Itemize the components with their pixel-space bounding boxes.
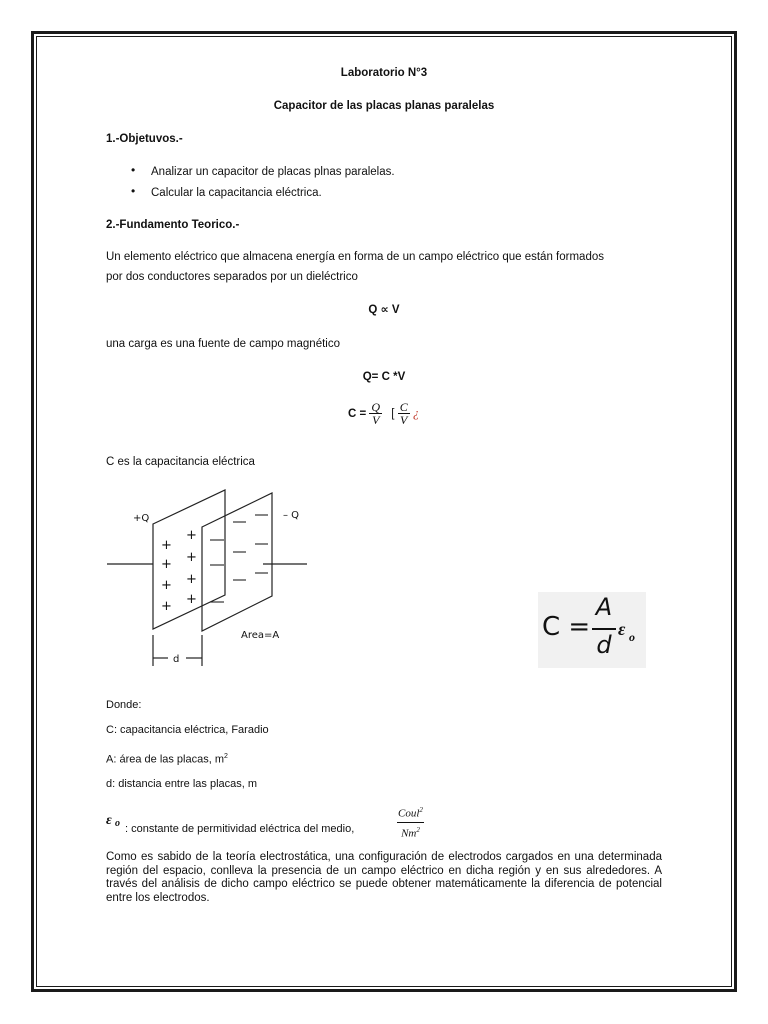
bullet-icon: • bbox=[131, 163, 136, 177]
objective-item: Analizar un capacitor de placas plnas paralelas. bbox=[151, 166, 395, 178]
plus-sign: + bbox=[161, 538, 172, 553]
plus-sign: + bbox=[161, 599, 172, 614]
fraction-numerator: C bbox=[399, 400, 408, 414]
charge-text: una carga es una fuente de campo magnético bbox=[106, 338, 340, 350]
minus-q-label: – Q bbox=[283, 510, 300, 521]
plus-sign: + bbox=[161, 578, 172, 593]
objective-item: Calcular la capacitancia eléctrica. bbox=[151, 187, 322, 199]
area-label: Area=A bbox=[241, 630, 280, 641]
definition-a-text: A: área de las placas, m bbox=[106, 753, 225, 766]
formula-fraction-bar bbox=[592, 628, 616, 630]
epsilon-subscript: o bbox=[115, 818, 120, 829]
plus-sign: + bbox=[186, 550, 197, 565]
formula-numerator: A bbox=[595, 593, 613, 621]
plus-sign: + bbox=[161, 557, 172, 572]
c-eq-prefix: C = bbox=[348, 408, 367, 421]
plus-sign: + bbox=[186, 572, 197, 587]
c-over-v-fraction bbox=[398, 401, 410, 427]
formula-lhs: C = bbox=[542, 612, 591, 642]
plus-q-label: +Q bbox=[133, 513, 150, 524]
definition-c: C: capacitancia eléctrica, Faradio bbox=[106, 724, 269, 736]
unit-numerator-text: Coul bbox=[398, 807, 420, 820]
donde-label: Donde: bbox=[106, 699, 142, 711]
plus-sign: + bbox=[186, 528, 197, 543]
unit-fraction bbox=[397, 803, 424, 841]
closing-paragraph: Como es sabido de la teoría electrostática, una configuración de electrodos cargados en una determinada región del espacio, conlleva la presencia de un campo eléctrico en dicha región y en sus alrededores. A través del análisis de dicho campo eléctrico se puede obtener matemáticamente la diferencia de potencial entre los electrodos. bbox=[106, 851, 662, 904]
fraction-denominator: V bbox=[372, 413, 380, 427]
formula-epsilon: ε bbox=[618, 619, 626, 639]
bullet-icon: • bbox=[131, 184, 136, 198]
section1-heading: 1.-Objetuvos.- bbox=[106, 133, 183, 145]
unit-denominator-text: Nm bbox=[401, 827, 417, 840]
formula-denominator: d bbox=[596, 631, 612, 659]
qcv-equation: Q= C *V bbox=[362, 371, 406, 383]
capacitance-formula bbox=[538, 592, 646, 668]
epsilon-description: : constante de permitividad eléctrica del medio, bbox=[125, 823, 355, 835]
epsilon-symbol: ε bbox=[106, 813, 112, 828]
section2-heading: 2.-Fundamento Teorico.- bbox=[106, 219, 240, 231]
q-over-v-fraction bbox=[369, 401, 382, 427]
definition-a bbox=[106, 750, 228, 767]
unit-numerator-superscript: 2 bbox=[419, 806, 423, 814]
intro-line-1: Un elemento eléctrico que almacena energía en forma de un campo eléctrico que están formados bbox=[106, 251, 604, 263]
d-label: d bbox=[173, 654, 180, 665]
intro-line-2: por dos conductores separados por un dieléctrico bbox=[106, 271, 358, 283]
fraction-numerator: Q bbox=[371, 400, 381, 414]
capacitance-equation bbox=[348, 401, 419, 427]
unit-numerator bbox=[397, 803, 424, 823]
c-eq-bracket: [ bbox=[391, 408, 395, 421]
unit-denominator bbox=[397, 823, 424, 842]
proportional-equation: Q ∝ V bbox=[368, 304, 400, 316]
capacitance-definition: C es la capacitancia eléctrica bbox=[106, 456, 255, 468]
right-plate bbox=[202, 493, 272, 631]
definition-d: d: distancia entre las placas, m bbox=[106, 778, 258, 790]
c-eq-suffix: ¿ bbox=[412, 405, 420, 421]
plus-sign: + bbox=[186, 592, 197, 607]
capacitor-diagram bbox=[100, 485, 320, 675]
unit-denominator-superscript: 2 bbox=[416, 825, 420, 834]
document-subtitle: Capacitor de las placas planas paralelas bbox=[273, 100, 495, 112]
formula-epsilon-subscript: o bbox=[629, 630, 635, 644]
definition-a-superscript: 2 bbox=[224, 753, 228, 760]
fraction-denominator: V bbox=[400, 413, 408, 427]
document-title: Laboratorio N°3 bbox=[340, 67, 428, 79]
